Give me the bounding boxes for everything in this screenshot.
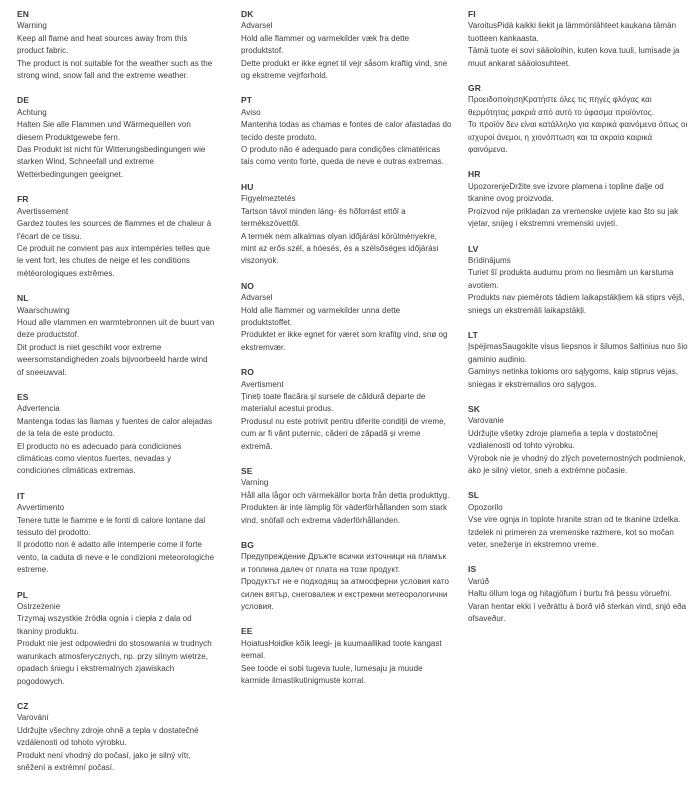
warning-paragraph: VaroitusPidä kaikki liekit ja lämmönlähteet kaukana tämän tuotteen kankaasta.	[468, 21, 677, 43]
language-section-no	[241, 280, 452, 354]
warning-paragraph: Il prodotto non è adatto alle intemperie come il forte vento, la caduta di neve e le condizioni meteorologiche estreme.	[17, 540, 215, 575]
warning-paragraph: Предупреждение Дръжте всички източници на пламък и топлина далеч от плата на този продукт.	[241, 552, 447, 574]
warning-paragraph: Warning	[17, 21, 47, 31]
language-code: NL	[17, 293, 29, 304]
language-section-ro	[241, 366, 452, 453]
warning-paragraph: Advarsel	[241, 21, 273, 31]
warning-paragraph: Mantenha todas as chamas e fontes de calor afastadas do tecido deste produto.	[241, 120, 452, 142]
language-code: RO	[241, 367, 254, 378]
language-section-lv	[468, 243, 692, 317]
warning-paragraph: Figyelmeztetés	[241, 194, 296, 204]
warning-paragraph: Varování	[17, 713, 49, 723]
warning-paragraph: Varan hentar ekki í veðráttu á borð við sterkan vind, snjó eða ofsaveður.	[468, 601, 687, 624]
language-section-es	[17, 391, 216, 478]
warning-paragraph: Brīdinājums	[468, 255, 511, 265]
warning-paragraph: Gardez toutes les sources de flammes et de chaleur à l'écart de ce tissu.	[17, 219, 212, 241]
language-code: HU	[241, 181, 254, 192]
language-section-de	[17, 94, 216, 181]
warning-paragraph: Produkten är inte lämplig för väderförhållanden som stark vind, snöfall och extrema väderförhållanden.	[241, 503, 448, 525]
warning-paragraph: Tämä tuote ei sovi sääoloihin, kuten kova tuuli, lumisade ja muut ankarat sääolosuhteet.	[468, 46, 680, 68]
warning-paragraph: Trzymaj wszystkie źródła ognia i ciepła z dala od tkaniny produktu.	[17, 614, 192, 636]
warning-paragraph: Avvertimento	[17, 503, 65, 513]
warning-paragraph: Halten Sie alle Flammen und Wärmequellen von diesem Produktgewebe fern.	[17, 120, 191, 142]
language-code: FI	[468, 9, 476, 19]
warning-paragraph: Produkt nie jest odpowiedni do stosowania w trudnych warunkach atmosferycznych, np. przy silnym wietrze, opadach śniegu i ekstremalnych zjawiskach pogodowych.	[17, 639, 212, 686]
warning-paragraph: Advarsel	[241, 293, 273, 303]
warning-paragraph: Håll alla lågor och värmekällor borta från detta produkttyg.	[241, 490, 450, 500]
language-section-ee	[241, 625, 452, 687]
warning-paragraph: Výrobok nie je vhodný do zlých poveternostných podmienok, ako je silný vietor, sneh a extrémne počasie.	[468, 453, 686, 475]
language-section-lt	[468, 329, 692, 391]
warning-paragraph: Produsul nu este potrivit pentru diferite condiții de vreme, cum ar fi vânt puternic, căderi de zăpadă și vreme extremă.	[241, 416, 446, 451]
column-2	[241, 8, 452, 700]
warning-paragraph: A termék nem alkalmas olyan időjárási körülményekre, mint az erős szél, a hóesés, és a szélsőséges időjárási viszonyok.	[241, 231, 439, 266]
language-section-bg	[241, 539, 452, 613]
language-section-sk	[468, 403, 692, 477]
warning-paragraph: Udržujte všetky zdroje plameňa a tepla v dostatočnej vzdialenosti od tohto výrobku.	[468, 428, 658, 451]
language-code: PL	[17, 589, 29, 600]
language-code: NO	[241, 280, 254, 291]
language-code: LT	[468, 329, 478, 340]
language-code: SL	[468, 490, 480, 501]
language-code: DE	[17, 95, 30, 106]
language-code: BG	[241, 540, 254, 551]
warning-paragraph: Tartson távol minden láng- és hőforrást ettől a termékszövettől.	[241, 206, 406, 229]
warning-paragraph: Waarschuwing	[17, 305, 70, 315]
language-code: EE	[241, 626, 253, 637]
warning-paragraph: Keep all flame and heat sources away from this product fabric.	[17, 33, 188, 56]
language-section-it	[17, 490, 216, 577]
warning-paragraph: Izdelek ni primeren za vremenske razmere, kot so močan veter, sneženje in ekstremno vreme.	[468, 527, 674, 550]
warning-paragraph: Dette produkt er ikke egnet til vejr såsom kraftig vind, sne og ekstreme vejrforhold.	[241, 58, 448, 81]
warning-paragraph: Το προϊόν δεν είναι κατάλληλο για καιρικά φαινόμενα όπως οι ισχυροί άνεμοι, η χιονόπτωση και τα ακραία καιρικά φαινόμενα.	[468, 120, 688, 155]
warning-paragraph: Houd alle vlammen en warmtebronnen uit de buurt van deze productstof.	[17, 317, 215, 340]
warning-paragraph: Gaminys netinka tokioms oro sąlygoms, kaip stiprus vėjas, sniegas ir ekstremalios oro sąlygos.	[468, 367, 679, 389]
language-code: SK	[468, 403, 481, 414]
language-code: IS	[468, 564, 477, 575]
warning-paragraph: Opozorilo	[468, 502, 503, 512]
warning-paragraph: Das Produkt ist nicht für Witterungsbedingungen wie starken Wind, Schneefall und extreme Wetterbedingungen geeignet.	[17, 145, 206, 179]
language-section-gr	[468, 82, 692, 156]
language-code: LV	[468, 243, 479, 254]
language-section-hr	[468, 168, 692, 230]
language-section-is	[468, 563, 692, 625]
language-section-pt	[241, 94, 452, 168]
warning-paragraph: Vse vire ognja in toplote hranite stran od te tkanine izdelka.	[468, 515, 681, 525]
language-code: SE	[241, 466, 253, 476]
warning-paragraph: Ce produit ne convient pas aux intempéries telles que le vent fort, les chutes de neige et les conditions météorologiques extrêmes.	[17, 243, 210, 278]
warning-paragraph: O produto não é adequado para condições climatéricas tais como vento forte, queda de neve e outras extremas.	[241, 145, 444, 167]
warning-paragraph: Varning	[241, 478, 269, 488]
language-section-dk	[241, 8, 452, 82]
language-section-pl	[17, 589, 216, 688]
language-section-sl	[468, 489, 692, 551]
language-code: IT	[17, 490, 25, 501]
warning-paragraph: Hold alle flammer og varmekilder unna dette produktstoffet.	[241, 305, 401, 327]
warning-paragraph: Ostrzeżenie	[17, 602, 61, 612]
column-1	[17, 8, 216, 786]
language-code: CZ	[17, 700, 29, 711]
warning-paragraph: Turiet šī produkta audumu prom no liesmām un karstuma avotiem.	[468, 268, 674, 290]
warning-paragraph: Avertisment	[241, 379, 284, 389]
warning-paragraph: Aviso	[241, 107, 261, 117]
language-section-nl	[17, 292, 216, 379]
warning-paragraph: Produkts nav piemērots tādiem laikapstākļiem kā stiprs vējš, sniegs un ekstremāli laikapstākļi.	[468, 293, 685, 315]
language-section-fr	[17, 193, 216, 280]
warning-paragraph: Продуктът не е подходящ за атмосферни условия като силен вятър, снеговалеж и екстремни метеорологични условия.	[241, 577, 449, 612]
language-section-hu	[241, 181, 452, 268]
warning-paragraph: Varúð	[468, 576, 490, 586]
warning-paragraph: Udržujte všechny zdroje ohně a tepla v dostatečné vzdálenosti od tohoto výrobku.	[17, 725, 199, 748]
warning-paragraph: HoiatusHoidke kõik leegi- ja kuumaallikad toote kangast eemal.	[241, 638, 442, 661]
warning-paragraph: ΠροειδοποίησηΚρατήστε όλες τις πηγές φλόγας και θερμότητας μακριά από αυτό το ύφασμα προϊόντος.	[468, 95, 654, 117]
language-code: HR	[468, 169, 481, 180]
warning-paragraph: Produkt není vhodný do počasí, jako je silný vítr, sněžení a extrémní počasí.	[17, 750, 191, 772]
warning-paragraph: Țineți toate flacăra și sursele de căldură departe de materialul acestui produs.	[241, 391, 426, 414]
warning-paragraph: El producto no es adecuado para condiciones climáticas como vientos fuertes, nevadas y condiciones climáticas extremas.	[17, 441, 182, 476]
warning-paragraph: Dit product is niet geschikt voor extreme weersomstandigheden zoals bijvoorbeeld harde wind of sneeuwval.	[17, 342, 208, 377]
language-section-en	[17, 8, 216, 82]
language-code: FR	[17, 194, 29, 205]
language-code: PT	[241, 95, 253, 106]
warning-paragraph: Advertencia	[17, 404, 60, 414]
language-section-se	[241, 465, 452, 527]
column-3	[468, 8, 692, 637]
warning-paragraph: Tenere tutte le fiamme e le fonti di calore lontane dal tessuto del prodotto.	[17, 515, 206, 538]
language-code: DK	[241, 9, 254, 19]
language-code: ES	[17, 391, 29, 402]
warning-paragraph: Produktet er ikke egnet for været som krafitg vind, snø og ekstremvær.	[241, 330, 448, 352]
warning-paragraph: ĮspėjimasSaugokite visus liepsnos ir šilumos šaltinius nuo šio gaminio audinio.	[468, 342, 688, 364]
language-code: EN	[17, 9, 30, 19]
warning-paragraph: Varovanie	[468, 416, 504, 426]
warning-paragraph: Avertissement	[17, 206, 69, 216]
warning-paragraph: Proizvod nije prikladan za vremenske uvjete kao što su jak vjetar, snijeg i ekstremni vremenski uvjeti.	[468, 206, 679, 229]
warning-paragraph: Mantenga todas las llamas y fuentes de calor alejadas de la tela de este producto.	[17, 416, 213, 439]
warning-paragraph: Haltu öllum loga og hitagjöfum í burtu frá þessu vöruefni.	[468, 589, 672, 599]
language-section-fi	[468, 8, 692, 70]
warning-paragraph: UpozorenjeDržite sve izvore plamena i topline dalje od tkanine ovog proizvoda.	[468, 181, 664, 204]
language-code: GR	[468, 83, 481, 94]
warning-paragraph: Hold alle flammer og varmekilder væk fra dette produktstof.	[241, 33, 410, 56]
warning-paragraph: The product is not suitable for the weather such as the strong wind, snow fall and the extreme weather.	[17, 58, 213, 81]
warning-paragraph: See toode ei sobi tugeva tuule, lumesaju ja muude karmide ilmastikutinigmuste korral.	[241, 663, 423, 686]
language-section-cz	[17, 700, 216, 774]
warning-paragraph: Achtung	[17, 107, 47, 117]
